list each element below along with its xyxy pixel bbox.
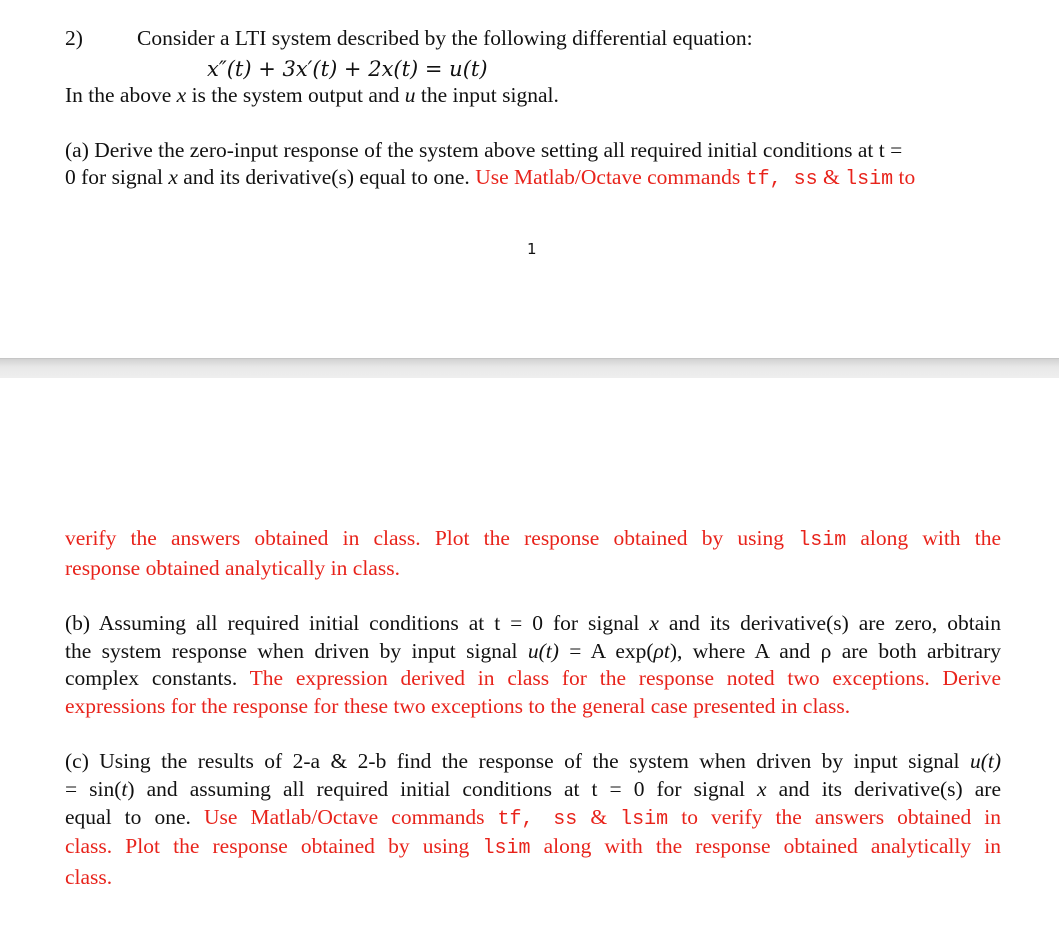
code-lsim: lsim [482, 837, 531, 860]
part-a-red-text: & [817, 165, 846, 189]
part-b-line-2 [65, 638, 1001, 664]
part-a-line-2 [65, 164, 915, 193]
code-lsim: lsim [798, 529, 847, 552]
part-c-text: equal to one. [65, 805, 204, 829]
part-c-line-3 [65, 804, 1001, 833]
note-post: the input signal. [415, 83, 559, 107]
part-c-u-t: u(t) [969, 749, 1001, 773]
part-a-line-1: (a) Derive the zero-input response of the system above setting all required initial conditions at t = [65, 138, 903, 162]
part-c-line-4 [65, 833, 1001, 862]
part-b-line-1 [65, 610, 1001, 636]
part-b-line-3 [65, 665, 1001, 691]
part-b-text: ), where A and ρ are both arbitrary [669, 639, 1001, 663]
note-mid: is the system output and [186, 83, 405, 107]
part-b-text: complex constants. [65, 666, 250, 690]
part-a-continued-line-1 [65, 525, 1001, 554]
note-x: x [176, 83, 187, 107]
code-lsim: lsim [620, 808, 669, 831]
part-c-red-text: to verify the answers obtained in [668, 805, 1001, 829]
part-b-rho-t: ρt [653, 639, 670, 663]
part-c-red-text: along with the response obtained analytically in [530, 834, 1001, 858]
part-c-red-text: Use Matlab/Octave commands [203, 805, 498, 829]
page-separator [0, 358, 1059, 379]
code-tf-ss: tf, ss [745, 168, 818, 191]
part-c-text: ) and assuming all required initial conditions at t = 0 for signal [127, 777, 758, 801]
part-a-x: x [168, 165, 178, 189]
part-a-red-text: Use Matlab/Octave commands [475, 165, 746, 189]
part-c-line-2 [65, 776, 1001, 802]
code-tf-ss: tf, ss [497, 808, 578, 831]
note-u: u [404, 83, 416, 107]
part-b-text: and its derivative(s) are zero, obtain [658, 611, 1001, 635]
part-a-red-text: verify the answers obtained in class. Plot the response obtained by using [65, 526, 799, 550]
code-lsim: lsim [845, 168, 894, 191]
part-c-red-text: class. Plot the response obtained by using [65, 834, 483, 858]
document-page-1 [0, 0, 1059, 358]
part-b-text: = A exp( [558, 639, 654, 663]
part-b-red-text: The expression derived in class for the response noted two exceptions. Derive [249, 666, 1001, 690]
part-b-line-4: expressions for the response for these two exceptions to the general case presented in class. [65, 694, 851, 718]
note-pre: In the above [65, 83, 177, 107]
part-a-text: 0 for signal [65, 165, 169, 189]
part-c-text: (c) Using the results of 2-a & 2-b find the response of the system when driven by input signal [65, 749, 970, 773]
part-c-x: x [757, 777, 767, 801]
part-b-u-t: u(t) [527, 639, 559, 663]
part-a-red-text: to [893, 165, 916, 189]
part-b-text: the system response when driven by input signal [65, 639, 528, 663]
part-b-text: (b) Assuming all required initial conditions at t = 0 for signal [65, 611, 650, 635]
part-c-t: t [121, 777, 128, 801]
problem-number: 2) [65, 26, 83, 50]
part-c-line-1 [65, 748, 1001, 774]
part-c-text: = sin( [65, 777, 122, 801]
part-a-continued-line-2: response obtained analytically in class. [65, 556, 400, 580]
part-c-text: and its derivative(s) are [766, 777, 1001, 801]
variable-note [65, 82, 559, 108]
differential-equation: x″(t) + 3x′(t) + 2x(t) = u(t) [207, 57, 488, 81]
part-c-red-text: & [577, 805, 621, 829]
part-b-x: x [649, 611, 659, 635]
problem-intro: Consider a LTI system described by the following differential equation: [137, 26, 753, 50]
part-a-text: and its derivative(s) equal to one. [177, 165, 476, 189]
part-a-red-text: along with the [846, 526, 1001, 550]
page-number: 1 [527, 240, 537, 258]
part-c-line-5: class. [65, 865, 113, 889]
